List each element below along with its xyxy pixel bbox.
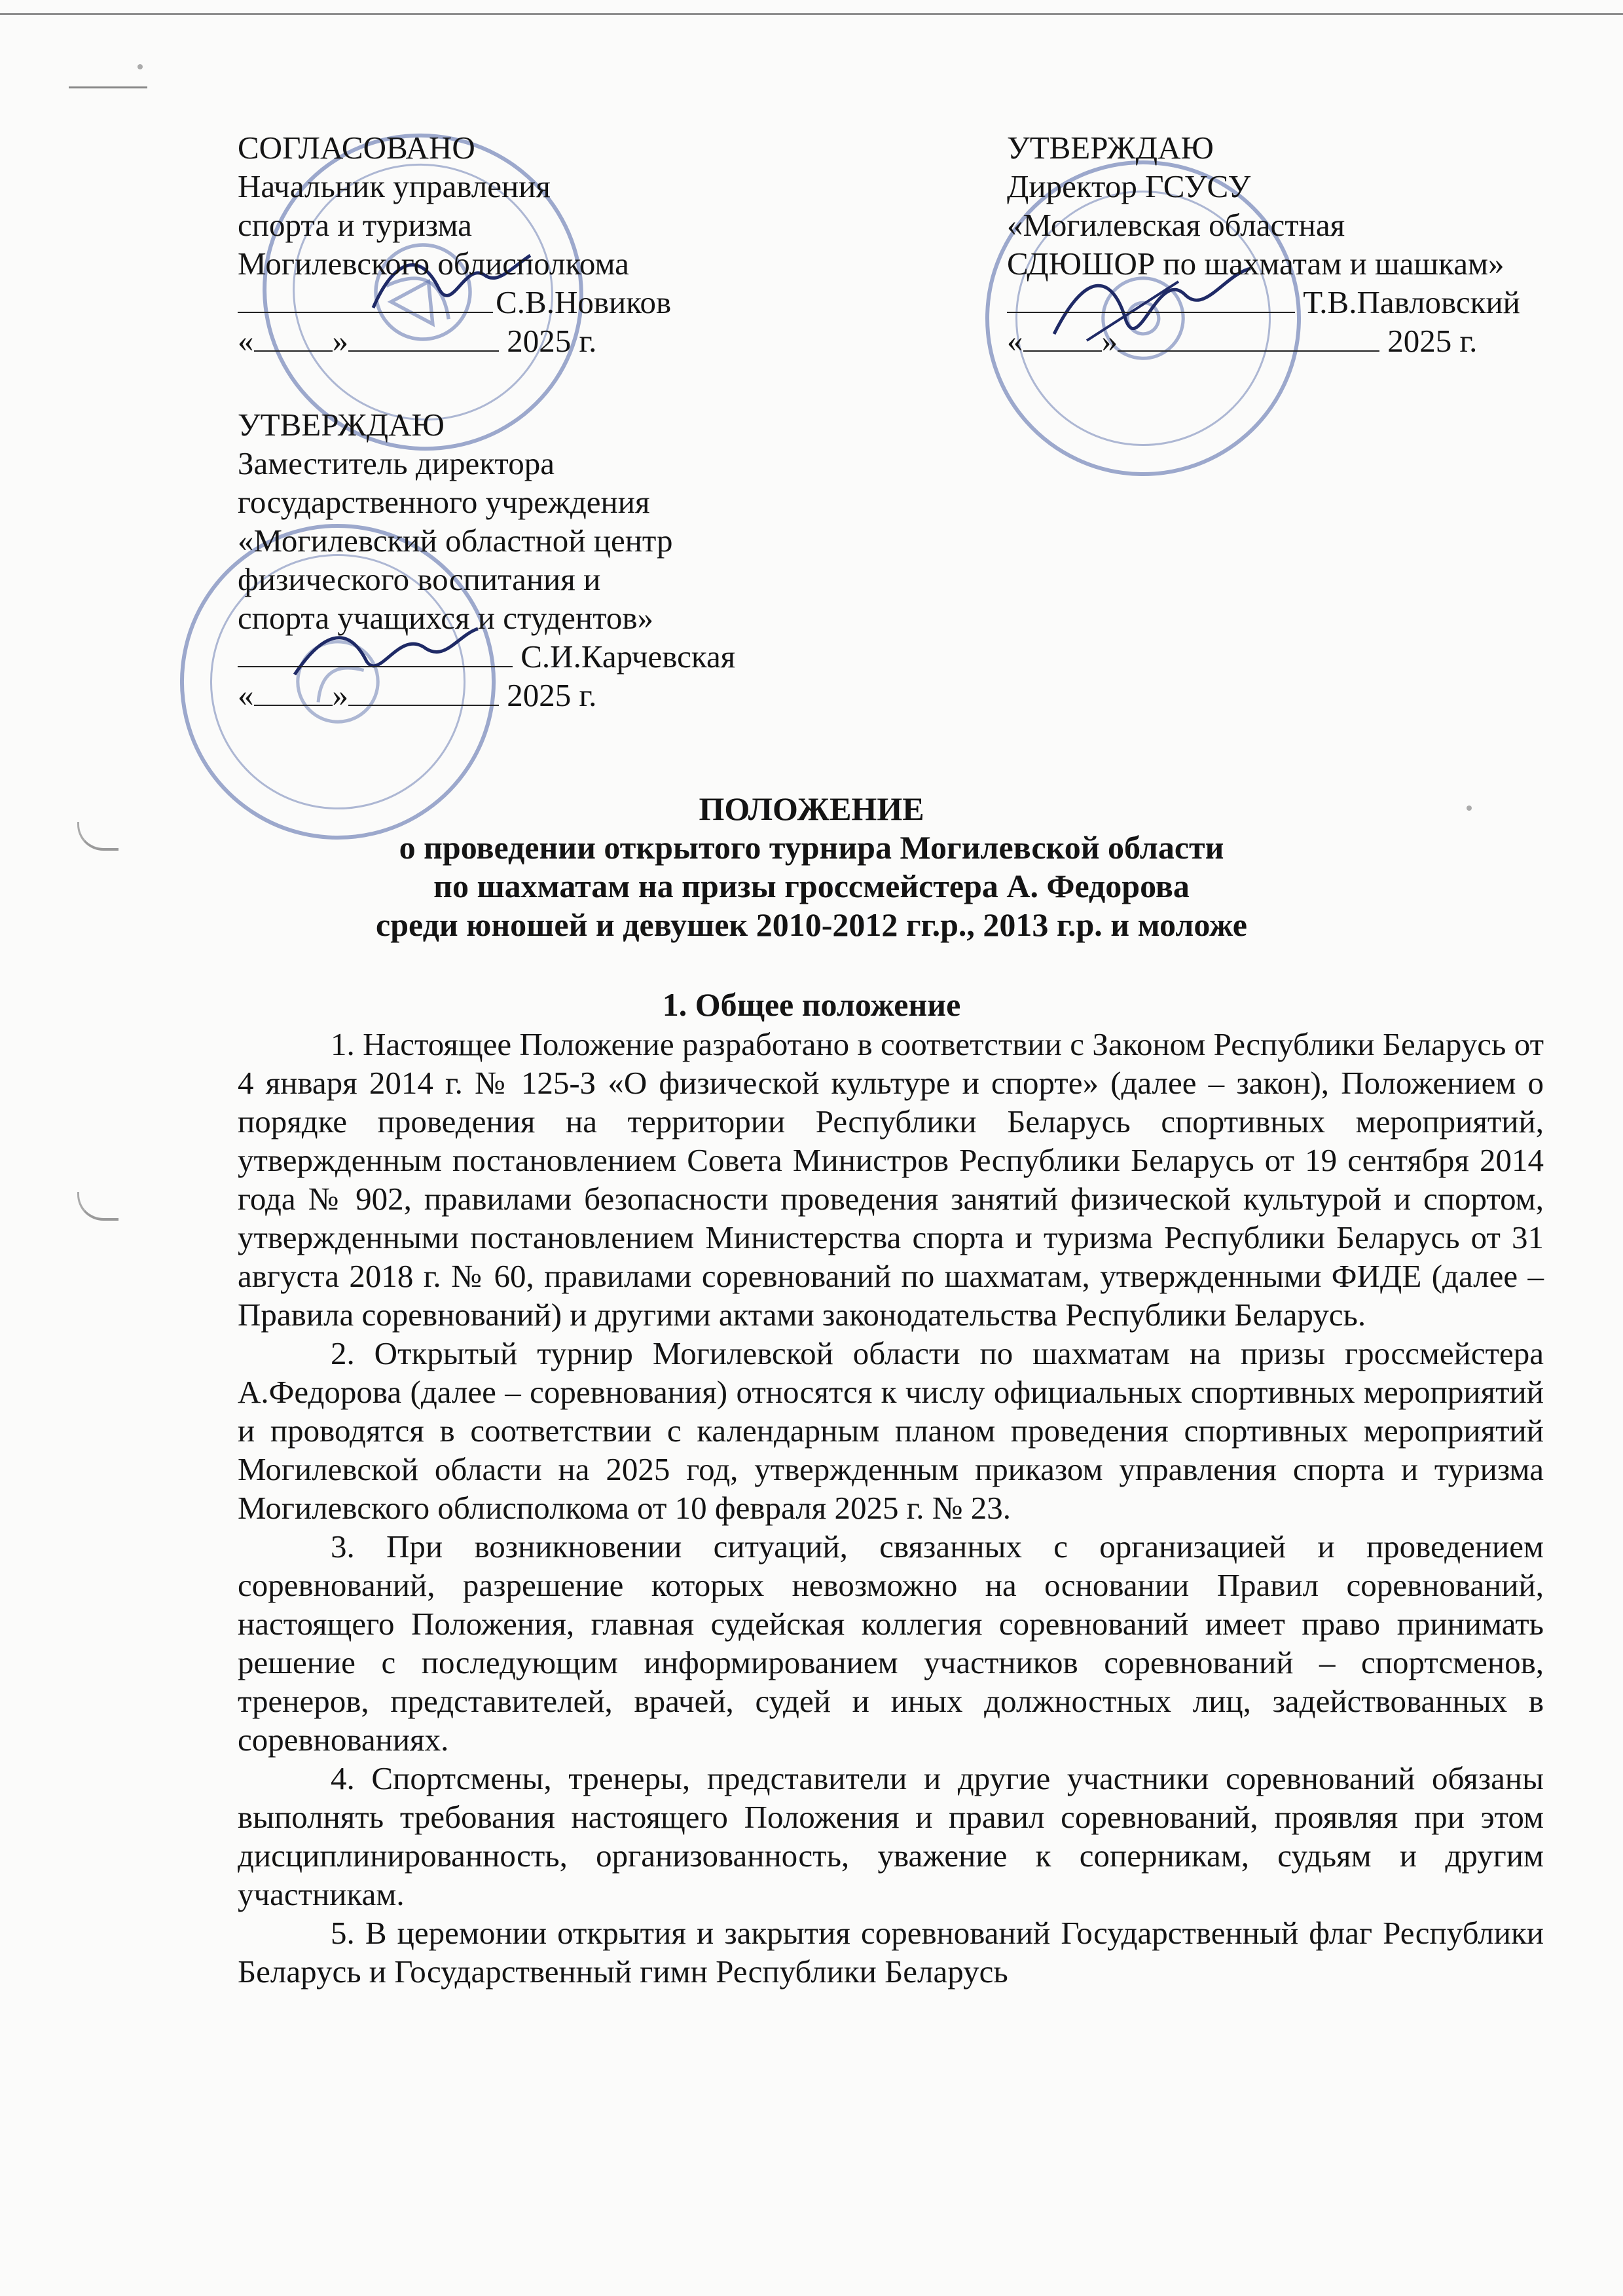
- signature-line: [1007, 283, 1520, 322]
- deputy-approval-block: [238, 405, 735, 714]
- paragraph: 3. При возникновении ситуаций, связанных с организацией и проведением соревнований, разрешение которых невозможно на основании Правил соревнований, настоящего Положения, главная судейская коллегия соревнований имеет право принимать решение с последующим информированием участников соревнований – спортсменов, тренеров, представителей, врачей, судей и иных должностных лиц, задействованных в соревнованиях.: [238, 1528, 1544, 1758]
- approval-heading: СОГЛАСОВАНО: [238, 130, 475, 166]
- approval-position: Начальник управления: [238, 168, 551, 204]
- date-line: « » 2025 г.: [238, 677, 597, 713]
- scan-dot: [137, 64, 143, 69]
- approval-position: спорта и туризма: [238, 207, 472, 243]
- paragraph: 2. Открытый турнир Могилевской области по шахматам на призы гроссмейстера А.Федорова (далее – соревнования) относятся к числу официальных спортивных мероприятий и проводятся в соответствии с календарным планом проведения спортивных мероприятий Могилевской области на 2025 год, утвержденным приказом управления спорта и туризма Могилевского облисполкома от 10 февраля 2025 г. № 23.: [238, 1335, 1544, 1526]
- approval-position: СДЮШОР по шахматам и шашкам»: [1007, 246, 1504, 282]
- document-subtitle: о проведении открытого турнира Могилевской области: [399, 829, 1224, 866]
- approval-position: государственного учреждения: [238, 484, 650, 520]
- approval-position: Директор ГСУСУ: [1007, 168, 1251, 204]
- left-approval-block: [238, 128, 671, 360]
- approval-position: физического воспитания и: [238, 561, 601, 597]
- approval-heading: УТВЕРЖДАЮ: [238, 407, 445, 443]
- scan-mark: [69, 86, 147, 88]
- scan-top-edge: [0, 13, 1623, 15]
- approval-position: Могилевского облисполкома: [238, 246, 629, 282]
- approval-position: спорта учащихся и студентов»: [238, 600, 654, 636]
- paragraph: 5. В церемонии открытия и закрытия соревнований Государственный флаг Республики Беларусь и Государственный гимн Республики Беларусь: [238, 1915, 1544, 1990]
- document-title-block: [0, 790, 1623, 944]
- approval-position: «Могилевская областная: [1007, 207, 1345, 243]
- paragraph: 1. Настоящее Положение разработано в соответствии с Законом Республики Беларусь от 4 января 2014 г. № 125-З «О физической культуре и спорте» (далее – закон), Положением о порядке проведения на территории Республики Беларусь спортивных мероприятий, утвержденным постановлением Совета Министров Республики Беларусь от 19 сентября 2014 года № 902, правилами безопасности проведения занятий физической культурой и спортом, утвержденными постановлением Министерства спорта и туризма Республики Беларусь от 31 августа 2018 г. № 60, правилами соревнований по шахматам, утвержденными ФИДЕ (далее – Правила соревнований) и другими актами законодательства Республики Беларусь.: [238, 1026, 1544, 1333]
- document-body: [238, 1025, 1544, 1991]
- signature-line: [238, 283, 671, 322]
- signature-line: [238, 637, 735, 676]
- punch-hole-mark: [77, 1192, 119, 1221]
- approval-position: «Могилевский областной центр: [238, 523, 673, 559]
- document-subtitle: по шахматам на призы гроссмейстера А. Федорова: [433, 868, 1190, 904]
- signatory-name: Т.В.Павловский: [1303, 284, 1520, 320]
- section-heading: 1. Общее положение: [662, 986, 961, 1023]
- signatory-name: С.В.Новиков: [496, 284, 672, 320]
- approval-heading: УТВЕРЖДАЮ: [1007, 130, 1214, 166]
- date-line: « » 2025 г.: [1007, 323, 1478, 359]
- document-title: ПОЛОЖЕНИЕ: [699, 790, 924, 827]
- approval-position: Заместитель директора: [238, 445, 555, 481]
- document-subtitle: среди юношей и девушек 2010-2012 гг.р., 2013 г.р. и моложе: [376, 906, 1247, 943]
- date-line: « » 2025 г.: [238, 323, 597, 359]
- right-approval-block: [1007, 128, 1520, 360]
- signatory-name: С.И.Карчевская: [520, 639, 736, 675]
- paragraph: 4. Спортсмены, тренеры, представители и другие участники соревнований обязаны выполнять требования настоящего Положения и правил соревнований, проявляя при этом дисциплинированность, организованность, уважение к соперникам, судьям и другим участникам.: [238, 1760, 1544, 1912]
